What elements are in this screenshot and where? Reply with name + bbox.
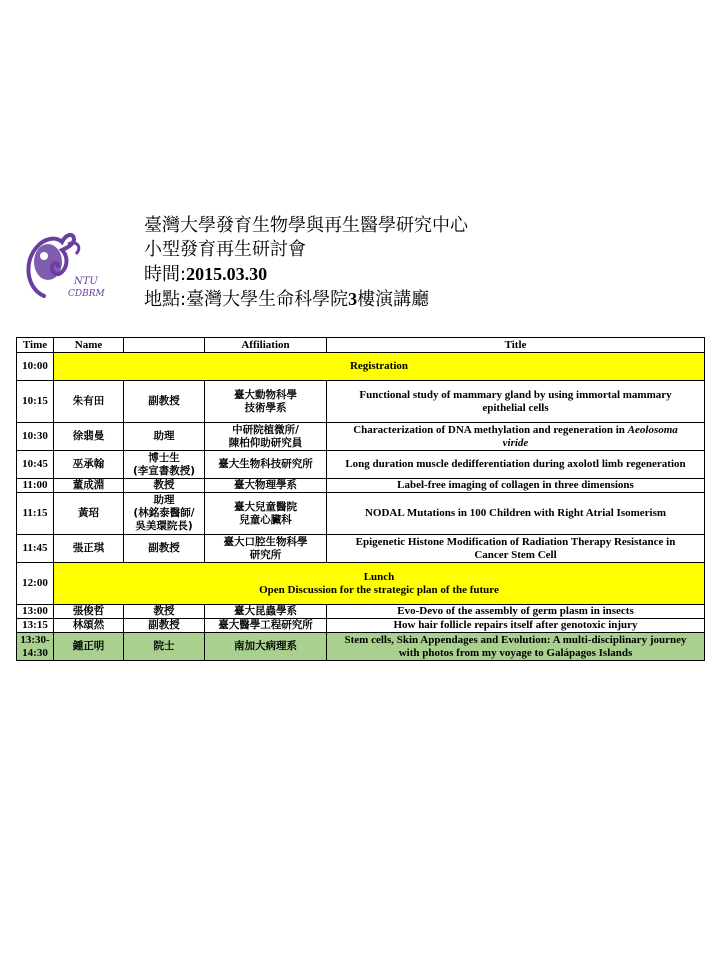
date-label: 時間: (144, 264, 187, 285)
location-label: 地點: (144, 289, 187, 310)
cell-name: 張正琪 (54, 535, 124, 563)
embryo-logo-icon (22, 226, 122, 302)
header-text (144, 214, 468, 312)
cell-role: 教授 (124, 479, 205, 493)
cell-name: 黃玿 (54, 493, 124, 535)
cell-time: 13:15 (17, 619, 54, 633)
cell-title: Label-free imaging of collagen in three dimensions (327, 479, 705, 493)
schedule-row (17, 353, 705, 381)
cell-time: 11:00 (17, 479, 54, 493)
schedule-table (16, 337, 705, 661)
cell-affiliation: 臺大兒童醫院 兒童心臟科 (205, 493, 327, 535)
cell-title: Long duration muscle dedifferentiation during axolotl limb regeneration (327, 451, 705, 479)
cell-title: Functional study of mammary gland by using immortal mammary epithelial cells (327, 381, 705, 423)
cell-session: Lunch Open Discussion for the strategic plan of the future (54, 563, 705, 605)
table-header-row (17, 338, 705, 353)
cell-name: 張俊哲 (54, 605, 124, 619)
cell-title: Stem cells, Skin Appendages and Evolution: A multi-disciplinary journey with photos from my voyage to Galápagos Islands (327, 633, 705, 661)
schedule-row (17, 451, 705, 479)
cell-time: 13:30- 14:30 (17, 633, 54, 661)
ntu-cdbrm-logo (22, 226, 122, 302)
cell-time: 10:15 (17, 381, 54, 423)
col-header-name: Name (54, 338, 124, 353)
center-title: 臺灣大學發育生物學與再生醫學研究中心 (144, 215, 468, 236)
cell-title (327, 423, 705, 451)
cell-role: 院士 (124, 633, 205, 661)
schedule-row (17, 633, 705, 661)
cell-role: 助理 (124, 423, 205, 451)
cell-role: 助理 (林銘泰醫師/ 吳美環院長) (124, 493, 205, 535)
schedule-row (17, 479, 705, 493)
cell-role: 博士生 (李宣書教授) (124, 451, 205, 479)
cell-title: Evo-Devo of the assembly of germ plasm in insects (327, 605, 705, 619)
location-floor: 3 (348, 289, 358, 309)
cell-affiliation: 中研院植微所/ 陳柏仰助研究員 (205, 423, 327, 451)
cell-affiliation: 臺大昆蟲學系 (205, 605, 327, 619)
location-suffix: 樓演講廳 (357, 289, 430, 310)
cell-affiliation: 臺大動物科學 技術學系 (205, 381, 327, 423)
cell-time: 11:15 (17, 493, 54, 535)
logo-text-cdbrm: CDBRM (68, 289, 105, 299)
schedule-row (17, 381, 705, 423)
col-header-time: Time (17, 338, 54, 353)
cell-role: 副教授 (124, 619, 205, 633)
title-species: Aeolosoma viride (502, 423, 678, 449)
cell-name: 林頌然 (54, 619, 124, 633)
cell-name: 董成淵 (54, 479, 124, 493)
cell-time: 10:45 (17, 451, 54, 479)
symposium-title: 小型發育再生研討會 (144, 239, 306, 260)
cell-title: Epigenetic Histone Modification of Radiation Therapy Resistance in Cancer Stem Cell (327, 535, 705, 563)
cell-affiliation: 臺大生物科技研究所 (205, 451, 327, 479)
cell-time: 10:30 (17, 423, 54, 451)
col-header-affiliation: Affiliation (205, 338, 327, 353)
cell-name: 鍾正明 (54, 633, 124, 661)
schedule-row (17, 535, 705, 563)
cell-title: NODAL Mutations in 100 Children with Right Atrial Isomerism (327, 493, 705, 535)
cell-role: 副教授 (124, 381, 205, 423)
schedule-row (17, 493, 705, 535)
cell-affiliation: 臺大醫學工程研究所 (205, 619, 327, 633)
cell-time: 11:45 (17, 535, 54, 563)
col-header-role (124, 338, 205, 353)
schedule-row (17, 423, 705, 451)
cell-session: Registration (54, 353, 705, 381)
cell-name: 巫承翰 (54, 451, 124, 479)
cell-role: 教授 (124, 605, 205, 619)
cell-name: 朱有田 (54, 381, 124, 423)
cell-role: 副教授 (124, 535, 205, 563)
cell-affiliation: 臺大物理學系 (205, 479, 327, 493)
cell-title: How hair follicle repairs itself after genotoxic injury (327, 619, 705, 633)
date-value: 2015.03.30 (186, 264, 268, 284)
schedule-row (17, 563, 705, 605)
cell-time: 13:00 (17, 605, 54, 619)
location-prefix: 臺灣大學生命科學院 (186, 289, 349, 310)
cell-time: 10:00 (17, 353, 54, 381)
header (20, 214, 700, 314)
logo-text-ntu: NTU (74, 276, 98, 287)
date-line (144, 262, 468, 287)
cell-name: 徐翡曼 (54, 423, 124, 451)
cell-time: 12:00 (17, 563, 54, 605)
location-line (144, 287, 468, 312)
schedule-row (17, 605, 705, 619)
cell-affiliation: 臺大口腔生物科學 研究所 (205, 535, 327, 563)
title-text: Characterization of DNA methylation and regeneration in (353, 423, 628, 436)
col-header-title: Title (327, 338, 705, 353)
cell-affiliation: 南加大病理系 (205, 633, 327, 661)
schedule-row (17, 619, 705, 633)
